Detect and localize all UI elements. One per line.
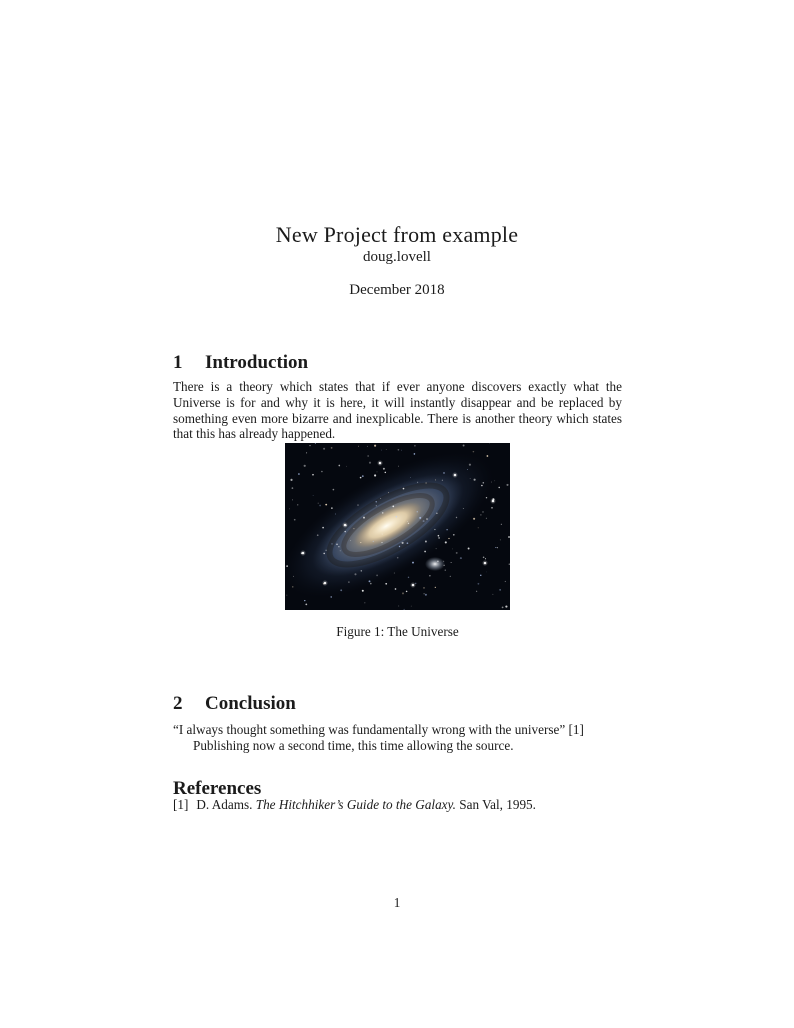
galaxy-illustration (285, 443, 510, 610)
figure-caption: Figure 1: The Universe (336, 624, 459, 639)
document-date: December 2018 (349, 282, 445, 298)
section-heading-conclusion (173, 693, 622, 715)
section-number: 2 (173, 692, 183, 714)
section-number: 1 (173, 351, 183, 373)
reference-text (196, 797, 536, 813)
reference-authors: D. Adams. (196, 797, 253, 812)
reference-item (173, 797, 622, 813)
section-heading-label: Introduction (205, 351, 309, 373)
reference-label: [1] (173, 797, 189, 812)
document-author: doug.lovell (363, 249, 431, 265)
section-heading-introduction (173, 352, 622, 374)
companion-galaxy (425, 557, 445, 571)
reference-publisher: San Val, 1995. (459, 797, 536, 812)
references-heading-label: References (173, 777, 262, 799)
galaxy-figure-image (285, 443, 510, 610)
conclusion-paragraph (173, 722, 622, 753)
conclusion-second-line: Publishing now a second time, this time allowing the source. (193, 737, 514, 753)
reference-title: The Hitchhiker’s Guide to the Galaxy. (255, 797, 456, 812)
conclusion-quote-line: “I always thought something was fundamentally wrong with the universe” [1] (173, 722, 584, 738)
introduction-paragraph: There is a theory which states that if ever anyone discovers exactly what the Universe is for and why it is here, it will instantly disappear and be replaced by something even more bizarre and inexplicable. There is another theory which states that this has already happened. (173, 379, 622, 442)
page-number: 1 (393, 895, 401, 910)
section-heading-label: Conclusion (205, 692, 296, 714)
document-title: New Project from example (275, 221, 519, 247)
